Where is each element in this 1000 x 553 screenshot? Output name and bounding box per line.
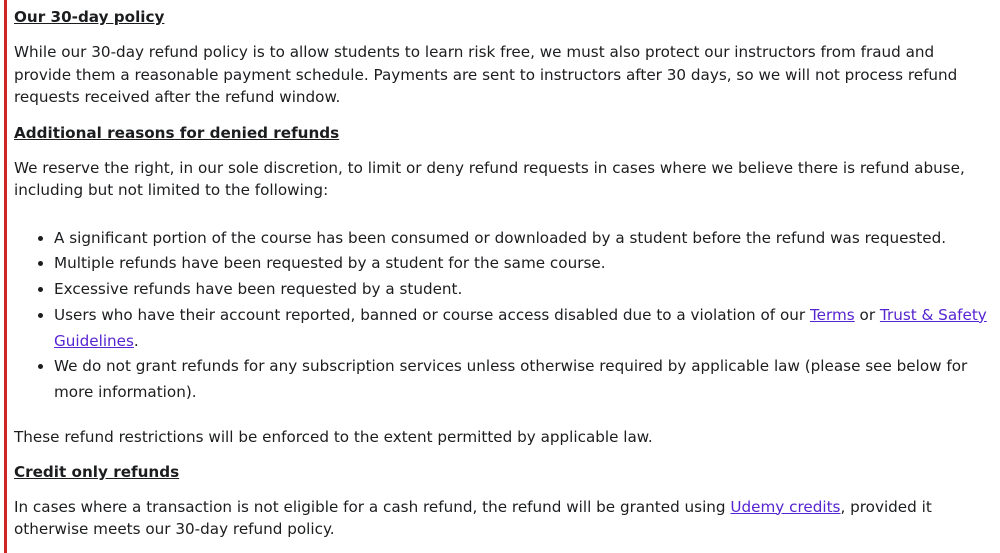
credit-paragraph	[14, 496, 996, 541]
list-item-text: or	[854, 305, 880, 324]
terms-link[interactable]: Terms	[809, 305, 855, 324]
list-item: • We do not grant refunds for any subscription services unless otherwise required by applicable law (please see below for more information).	[54, 354, 996, 406]
policy-content	[14, 6, 996, 541]
additional-reasons-heading: Additional reasons for denied refunds	[14, 123, 340, 142]
list-item: • Excessive refunds have been requested by a student.	[54, 277, 996, 303]
restrictions-paragraph: These refund restrictions will be enforced to the extent permitted by applicable law.	[14, 428, 653, 447]
list-item: • Multiple refunds have been requested by a student for the same course.	[54, 251, 996, 277]
trust-safety-guidelines-link[interactable]: Trust & Safety Guidelines	[54, 305, 987, 350]
list-item-text: Users who have their account reported, banned or course access disabled due to a violation of our	[54, 305, 810, 324]
list-item: • A significant portion of the course has been consumed or downloaded by a student before the refund was requested.	[54, 226, 996, 252]
list-item-text: .	[133, 331, 139, 350]
policy-paragraph: While our 30-day refund policy is to allow students to learn risk free, we must also protect our instructors from fraud and provide them a reasonable payment schedule. Payments are sent to instructors after 30 days, so we will not process refund requests received after the refund window.	[14, 43, 958, 106]
accent-bar	[4, 0, 7, 553]
policy-heading: Our 30-day policy	[14, 8, 165, 26]
credit-text: In cases where a transaction is not eligible for a cash refund, the refund will be granted using	[14, 497, 731, 516]
denied-reasons-list	[14, 226, 996, 407]
list-item	[54, 303, 996, 355]
credit-text-end: , provided it otherwise meets our 30-day refund policy.	[14, 497, 932, 539]
credit-only-heading: Credit only refunds	[14, 462, 180, 481]
reserve-right-paragraph: We reserve the right, in our sole discretion, to limit or deny refund requests in cases where we believe there is refund abuse, including but not limited to the following:	[14, 158, 965, 199]
udemy-credits-link[interactable]: Udemy credits	[730, 497, 841, 516]
